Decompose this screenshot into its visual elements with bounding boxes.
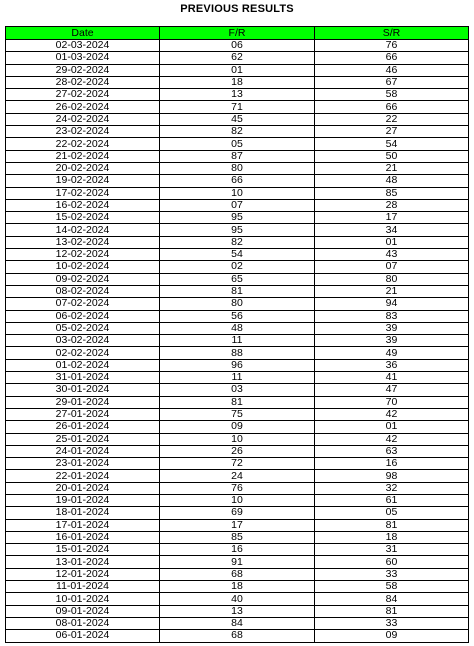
cell-date: 08-01-2024 (6, 617, 160, 629)
table-row (6, 581, 469, 593)
cell-sr: 31 (315, 544, 469, 556)
cell-sr: 39 (315, 322, 469, 334)
cell-date: 29-01-2024 (6, 396, 160, 408)
cell-fr: 17 (160, 519, 315, 531)
cell-fr: 03 (160, 384, 315, 396)
cell-fr: 95 (160, 212, 315, 224)
cell-fr: 81 (160, 285, 315, 297)
table-row (6, 433, 469, 445)
cell-fr: 95 (160, 224, 315, 236)
cell-fr: 65 (160, 273, 315, 285)
table-row (6, 162, 469, 174)
cell-sr: 01 (315, 421, 469, 433)
cell-sr: 41 (315, 372, 469, 384)
cell-sr: 16 (315, 458, 469, 470)
table-row (6, 605, 469, 617)
cell-date: 14-02-2024 (6, 224, 160, 236)
cell-fr: 62 (160, 52, 315, 64)
cell-fr: 10 (160, 494, 315, 506)
table-row (6, 458, 469, 470)
cell-fr: 18 (160, 76, 315, 88)
cell-sr: 32 (315, 482, 469, 494)
cell-date: 27-02-2024 (6, 89, 160, 101)
cell-sr: 63 (315, 445, 469, 457)
cell-sr: 33 (315, 568, 469, 580)
cell-date: 15-02-2024 (6, 212, 160, 224)
table-row (6, 76, 469, 88)
cell-date: 09-01-2024 (6, 605, 160, 617)
cell-fr: 71 (160, 101, 315, 113)
table-row (6, 310, 469, 322)
table-row (6, 470, 469, 482)
cell-fr: 76 (160, 482, 315, 494)
cell-sr: 18 (315, 531, 469, 543)
cell-date: 12-01-2024 (6, 568, 160, 580)
table-row (6, 249, 469, 261)
cell-fr: 54 (160, 249, 315, 261)
table-row (6, 40, 469, 52)
cell-sr: 22 (315, 113, 469, 125)
cell-fr: 81 (160, 396, 315, 408)
cell-date: 10-01-2024 (6, 593, 160, 605)
cell-date: 27-01-2024 (6, 408, 160, 420)
table-row (6, 64, 469, 76)
cell-date: 25-01-2024 (6, 433, 160, 445)
results-table (5, 26, 469, 643)
table-row (6, 421, 469, 433)
table-row (6, 261, 469, 273)
table-row (6, 113, 469, 125)
cell-date: 13-01-2024 (6, 556, 160, 568)
table-row (6, 175, 469, 187)
cell-date: 19-02-2024 (6, 175, 160, 187)
column-header-fr: F/R (160, 27, 315, 40)
cell-date: 01-02-2024 (6, 359, 160, 371)
cell-sr: 70 (315, 396, 469, 408)
table-row (6, 482, 469, 494)
table-row (6, 556, 469, 568)
cell-date: 24-01-2024 (6, 445, 160, 457)
table-row (6, 507, 469, 519)
cell-date: 23-02-2024 (6, 126, 160, 138)
table-row (6, 101, 469, 113)
cell-fr: 45 (160, 113, 315, 125)
cell-sr: 80 (315, 273, 469, 285)
table-row (6, 224, 469, 236)
cell-sr: 27 (315, 126, 469, 138)
cell-sr: 85 (315, 187, 469, 199)
table-row (6, 617, 469, 629)
cell-sr: 83 (315, 310, 469, 322)
table-row (6, 212, 469, 224)
table-row (6, 150, 469, 162)
table-row (6, 347, 469, 359)
cell-fr: 56 (160, 310, 315, 322)
cell-sr: 66 (315, 52, 469, 64)
cell-date: 03-02-2024 (6, 335, 160, 347)
cell-fr: 82 (160, 236, 315, 248)
cell-date: 24-02-2024 (6, 113, 160, 125)
cell-date: 02-03-2024 (6, 40, 160, 52)
cell-date: 06-02-2024 (6, 310, 160, 322)
cell-date: 17-01-2024 (6, 519, 160, 531)
cell-sr: 05 (315, 507, 469, 519)
cell-sr: 76 (315, 40, 469, 52)
table-row (6, 335, 469, 347)
cell-date: 01-03-2024 (6, 52, 160, 64)
cell-sr: 47 (315, 384, 469, 396)
cell-date: 17-02-2024 (6, 187, 160, 199)
table-row (6, 199, 469, 211)
cell-fr: 18 (160, 581, 315, 593)
cell-fr: 40 (160, 593, 315, 605)
cell-fr: 07 (160, 199, 315, 211)
cell-fr: 01 (160, 64, 315, 76)
table-row (6, 630, 469, 642)
cell-fr: 48 (160, 322, 315, 334)
header-row (6, 27, 469, 40)
table-row (6, 568, 469, 580)
cell-fr: 85 (160, 531, 315, 543)
column-header-sr: S/R (315, 27, 469, 40)
cell-date: 21-02-2024 (6, 150, 160, 162)
cell-sr: 09 (315, 630, 469, 642)
cell-fr: 24 (160, 470, 315, 482)
cell-date: 06-01-2024 (6, 630, 160, 642)
table-row (6, 187, 469, 199)
cell-sr: 28 (315, 199, 469, 211)
cell-fr: 09 (160, 421, 315, 433)
cell-sr: 67 (315, 76, 469, 88)
cell-sr: 36 (315, 359, 469, 371)
cell-fr: 68 (160, 568, 315, 580)
table-row (6, 384, 469, 396)
cell-fr: 11 (160, 372, 315, 384)
cell-date: 09-02-2024 (6, 273, 160, 285)
cell-date: 26-01-2024 (6, 421, 160, 433)
cell-fr: 72 (160, 458, 315, 470)
cell-sr: 58 (315, 581, 469, 593)
cell-date: 15-01-2024 (6, 544, 160, 556)
cell-sr: 81 (315, 605, 469, 617)
cell-date: 18-01-2024 (6, 507, 160, 519)
table-row (6, 372, 469, 384)
cell-fr: 82 (160, 126, 315, 138)
cell-fr: 80 (160, 298, 315, 310)
cell-sr: 21 (315, 285, 469, 297)
cell-fr: 91 (160, 556, 315, 568)
table-row (6, 126, 469, 138)
cell-date: 20-01-2024 (6, 482, 160, 494)
cell-date: 07-02-2024 (6, 298, 160, 310)
cell-date: 02-02-2024 (6, 347, 160, 359)
cell-date: 10-02-2024 (6, 261, 160, 273)
cell-date: 23-01-2024 (6, 458, 160, 470)
cell-sr: 94 (315, 298, 469, 310)
table-row (6, 52, 469, 64)
cell-date: 29-02-2024 (6, 64, 160, 76)
cell-sr: 48 (315, 175, 469, 187)
cell-sr: 81 (315, 519, 469, 531)
table-row (6, 531, 469, 543)
cell-sr: 60 (315, 556, 469, 568)
table-row (6, 593, 469, 605)
cell-sr: 49 (315, 347, 469, 359)
cell-date: 12-02-2024 (6, 249, 160, 261)
table-row (6, 445, 469, 457)
table-row (6, 236, 469, 248)
cell-date: 31-01-2024 (6, 372, 160, 384)
cell-fr: 10 (160, 433, 315, 445)
table-body (6, 40, 469, 643)
cell-sr: 84 (315, 593, 469, 605)
cell-sr: 07 (315, 261, 469, 273)
cell-sr: 17 (315, 212, 469, 224)
cell-sr: 01 (315, 236, 469, 248)
cell-date: 22-02-2024 (6, 138, 160, 150)
table-row (6, 544, 469, 556)
cell-fr: 11 (160, 335, 315, 347)
cell-fr: 66 (160, 175, 315, 187)
cell-fr: 10 (160, 187, 315, 199)
cell-sr: 43 (315, 249, 469, 261)
cell-sr: 21 (315, 162, 469, 174)
cell-date: 20-02-2024 (6, 162, 160, 174)
cell-date: 22-01-2024 (6, 470, 160, 482)
cell-sr: 98 (315, 470, 469, 482)
cell-fr: 13 (160, 605, 315, 617)
cell-fr: 80 (160, 162, 315, 174)
table-row (6, 322, 469, 334)
cell-fr: 75 (160, 408, 315, 420)
cell-fr: 16 (160, 544, 315, 556)
cell-fr: 02 (160, 261, 315, 273)
cell-fr: 87 (160, 150, 315, 162)
cell-date: 11-01-2024 (6, 581, 160, 593)
cell-sr: 42 (315, 433, 469, 445)
cell-date: 30-01-2024 (6, 384, 160, 396)
cell-fr: 68 (160, 630, 315, 642)
cell-sr: 58 (315, 89, 469, 101)
cell-fr: 06 (160, 40, 315, 52)
cell-sr: 34 (315, 224, 469, 236)
table-row (6, 494, 469, 506)
cell-date: 16-02-2024 (6, 199, 160, 211)
table-row (6, 396, 469, 408)
cell-fr: 05 (160, 138, 315, 150)
cell-sr: 42 (315, 408, 469, 420)
cell-date: 05-02-2024 (6, 322, 160, 334)
cell-date: 19-01-2024 (6, 494, 160, 506)
cell-fr: 84 (160, 617, 315, 629)
cell-date: 16-01-2024 (6, 531, 160, 543)
cell-date: 08-02-2024 (6, 285, 160, 297)
cell-sr: 33 (315, 617, 469, 629)
column-header-date: Date (6, 27, 160, 40)
page-title: PREVIOUS RESULTS (180, 3, 294, 15)
table-row (6, 519, 469, 531)
cell-fr: 13 (160, 89, 315, 101)
table-row (6, 285, 469, 297)
cell-date: 26-02-2024 (6, 101, 160, 113)
cell-date: 28-02-2024 (6, 76, 160, 88)
cell-fr: 96 (160, 359, 315, 371)
cell-sr: 50 (315, 150, 469, 162)
cell-sr: 54 (315, 138, 469, 150)
cell-sr: 46 (315, 64, 469, 76)
cell-fr: 69 (160, 507, 315, 519)
cell-fr: 88 (160, 347, 315, 359)
table-row (6, 298, 469, 310)
table-row (6, 273, 469, 285)
cell-sr: 66 (315, 101, 469, 113)
table-row (6, 89, 469, 101)
cell-date: 13-02-2024 (6, 236, 160, 248)
cell-sr: 39 (315, 335, 469, 347)
table-row (6, 359, 469, 371)
table-row (6, 408, 469, 420)
table-header (6, 27, 469, 40)
cell-fr: 26 (160, 445, 315, 457)
cell-sr: 61 (315, 494, 469, 506)
table-row (6, 138, 469, 150)
